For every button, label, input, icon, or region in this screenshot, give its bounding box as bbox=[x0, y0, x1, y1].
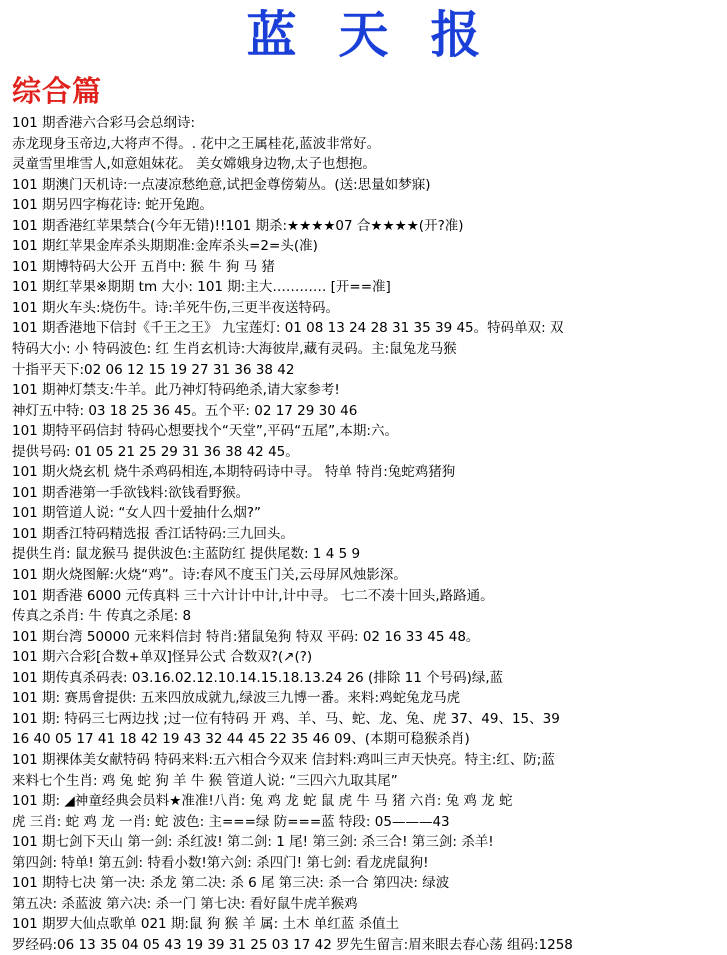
text-line: 101 期特平码信封 特码心想要找个“天堂”,平码“五尾”,本期:六。 bbox=[12, 423, 398, 440]
text-line: 16 40 05 17 41 18 42 19 43 32 44 45 22 35 46 09、(本期可稳猴杀肖) bbox=[12, 731, 470, 748]
text-line: 第四剑: 特单! 第五剑: 特看小数!第六剑: 杀四门! 第七剑: 看龙虎鼠狗! bbox=[12, 854, 429, 871]
text-line: 101 期另四字梅花诗: 蛇开兔跑。 bbox=[12, 197, 213, 214]
text-line: 灵童雪里堆雪人,如意姐妹花。 美女嫦娥身边物,太子也想抱。 bbox=[12, 156, 376, 173]
text-line: 101 期特七决 第一决: 杀龙 第二决: 杀 6 尾 第三决: 杀一合 第四决: 绿波 bbox=[12, 875, 450, 892]
text-line: 提供生肖: 鼠龙猴马 提供波色:主蓝防红 提供尾数: 1 4 5 9 bbox=[12, 546, 361, 563]
text-line: 101 期七剑下天山 第一剑: 杀红波! 第二剑: 1 尾! 第三剑: 杀三合! 第三剑: 杀羊! bbox=[12, 834, 494, 851]
text-line: 101 期裸体美女献特码 特码来料:五六相合今双来 信封料:鸡叫三声天快亮。特主:红、防;蓝 bbox=[12, 751, 555, 768]
text-line: 101 期神灯禁支:牛羊。此乃神灯特码绝杀,请大家参考! bbox=[12, 382, 340, 399]
text-line: 101 期红苹果金库杀头期期准:金库杀头=2=头(准) bbox=[12, 238, 318, 255]
text-line: 特码大小: 小 特码波色: 红 生肖玄机诗:大海彼岸,藏有灵码。主:鼠兔龙马猴 bbox=[12, 341, 457, 358]
text-line: 罗经码:06 13 35 04 05 43 19 39 31 25 03 17 42 罗先生留言:眉来眼去春心荡 组码:1258 bbox=[12, 936, 573, 953]
text-line: 101 期澳门天机诗:一点凄凉愁绝意,试把金尊傍菊丛。(送:思量如梦寐) bbox=[12, 176, 431, 193]
content-lines bbox=[12, 113, 720, 955]
text-line: 101 期红苹果※期期 tm 大小: 101 期:主大………… [开==准] bbox=[12, 279, 391, 296]
text-line: 101 期: ◢神童经典会员料★准准!八肖: 兔 鸡 龙 蛇 鼠 虎 牛 马 猪 六肖: 兔 鸡 龙 蛇 bbox=[12, 793, 513, 810]
text-line: 传真之杀肖: 牛 传真之杀尾: 8 bbox=[12, 608, 192, 625]
text-line: 101 期博特码大公开 五肖中: 猴 牛 狗 马 猪 bbox=[12, 258, 275, 275]
text-line: 101 期火烧图解:火烧“鸡”。诗:春风不度玉门关,云母屏风烛影深。 bbox=[12, 567, 407, 584]
text-line: 101 期火烧玄机 烧牛杀鸡码相连,本期特码诗中寻。 特单 特肖:兔蛇鸡猪狗 bbox=[12, 464, 456, 481]
text-line: 第五决: 杀蓝波 第六决: 杀一门 第七决: 看好鼠牛虎羊猴鸡 bbox=[12, 895, 358, 912]
text-line: 101 期香港六合彩马会总纲诗: bbox=[12, 115, 196, 131]
text-line: 101 期传真杀码表: 03.16.02.12.10.14.15.18.13.24 26 (排除 11 个号码)绿,蓝 bbox=[12, 669, 504, 686]
text-line: 101 期管道人说: “女人四十爱抽什么烟?” bbox=[12, 505, 262, 522]
text-line: 虎 三肖: 蛇 鸡 龙 一肖: 蛇 波色: 主===绿 防===蓝 特段: 05———43 bbox=[12, 813, 450, 830]
text-line: 101 期香江特码精选报 香江话特码:三九回头。 bbox=[12, 525, 294, 542]
text-line: 十指平天下:02 06 12 15 19 27 31 36 38 42 bbox=[12, 361, 295, 378]
text-line: 赤龙现身玉帝边,大将声不得。. 花中之王属桂花,蓝波非常好。 bbox=[12, 135, 381, 152]
text-line: 101 期香港红苹果禁合(今年无错)!!101 期杀:★★★★07 合★★★★(开?准) bbox=[12, 217, 464, 234]
text-line: 101 期罗大仙点歌单 021 期:鼠 狗 猴 羊 属: 土木 单红蓝 杀值土 bbox=[12, 916, 400, 933]
text-line: 101 期六合彩[合数+单双]怪异公式 合数双?(↗(?) bbox=[12, 649, 313, 666]
text-line: 101 期香港第一手欲钱料:欲钱看野猴。 bbox=[12, 484, 250, 501]
section-title: 综合篇 bbox=[12, 74, 103, 108]
text-line: 101 期: 特码三七两边找 ;过一位有特码 开 鸡、羊、马、蛇、龙、兔、虎 37、49、15、39 bbox=[12, 710, 560, 727]
text-line: 101 期台湾 50000 元来料信封 特肖:猪鼠兔狗 特双 平码: 02 16 33 45 48。 bbox=[12, 628, 480, 645]
text-line: 101 期: 赛馬會提供: 五来四放成就九,绿波三九博一番。来料:鸡蛇兔龙马虎 bbox=[12, 690, 461, 707]
text-line: 101 期香港地下信封《千王之王》 九宝莲灯: 01 08 13 24 28 31 35 39 45。特码单双: 双 bbox=[12, 320, 564, 337]
text-line: 101 期香港 6000 元传真料 三十六计计中计,计中寻。 七二不凑十回头,路路通。 bbox=[12, 587, 494, 604]
text-line: 来料七个生肖: 鸡 兔 蛇 狗 羊 牛 猴 管道人说: “三四六九取其尾” bbox=[12, 772, 398, 789]
text-line: 神灯五中特: 03 18 25 36 45。五个平: 02 17 29 30 46 bbox=[12, 402, 358, 419]
main-title: 蓝天报 bbox=[246, 5, 523, 64]
text-line: 101 期火车头:烧伤牛。诗:羊死牛伤,三更半夜送特码。 bbox=[12, 299, 339, 316]
text-line: 提供号码: 01 05 21 25 29 31 36 38 42 45。 bbox=[12, 443, 299, 460]
